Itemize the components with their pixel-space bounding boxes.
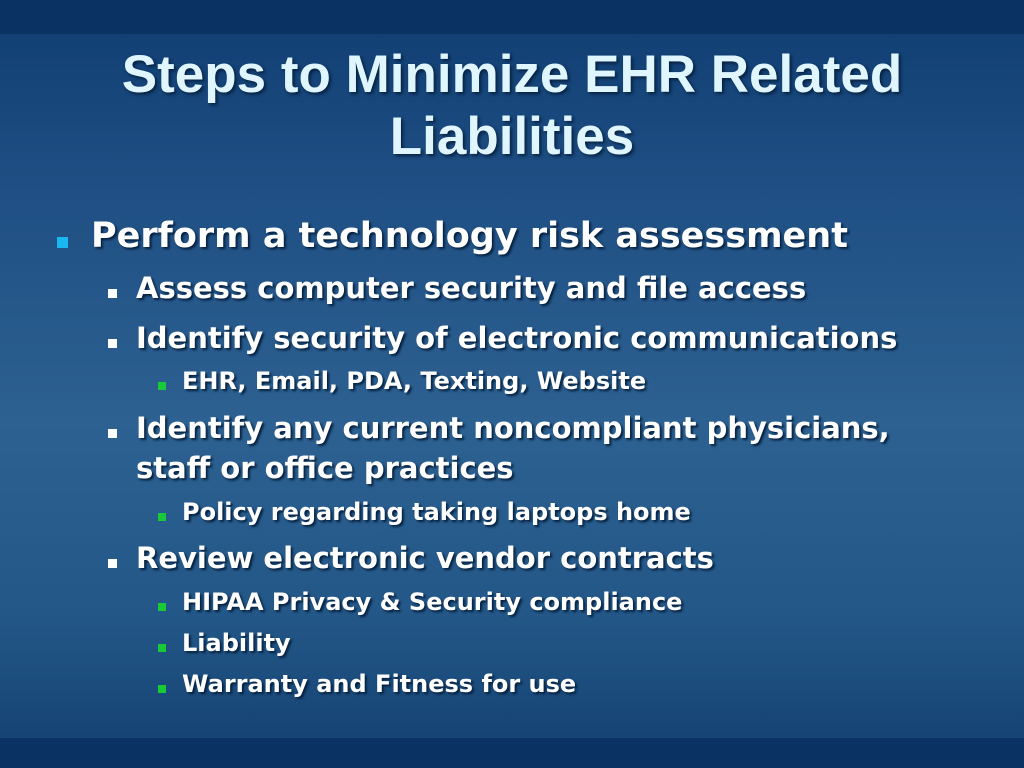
bullet-square-green-icon	[158, 644, 166, 652]
bullet-square-green-icon	[158, 382, 166, 390]
bullet-square-white-icon	[108, 289, 117, 298]
slide-title: Steps to Minimize EHR Related Liabilities	[121, 45, 903, 166]
bullet-item-noncompliant-line2: staff or office practices	[136, 451, 514, 485]
bullet-item-vendor-contracts: Review electronic vendor contracts	[136, 541, 714, 575]
bullet-item-warranty: Warranty and Fitness for use	[182, 670, 577, 698]
top-band	[0, 0, 1024, 34]
bullet-square-green-icon	[158, 513, 166, 521]
bullet-square-green-icon	[158, 685, 166, 693]
bullet-item-risk-assessment: Perform a technology risk assessment	[91, 216, 848, 256]
bullet-item-channels: EHR, Email, PDA, Texting, Website	[182, 367, 647, 395]
bullet-item-identify-communications: Identify security of electronic communications	[136, 321, 898, 355]
bullet-item-liability: Liability	[182, 629, 291, 657]
bullet-square-white-icon	[108, 429, 117, 438]
bullet-item-noncompliant-line1: Identify any current noncompliant physicians,	[136, 411, 890, 445]
bottom-band	[0, 738, 1024, 768]
bullet-square-green-icon	[158, 603, 166, 611]
bullet-square-blue-icon	[57, 237, 68, 248]
bullet-square-white-icon	[108, 339, 117, 348]
bullet-item-hipaa: HIPAA Privacy & Security compliance	[182, 588, 683, 616]
bullet-square-white-icon	[108, 559, 117, 568]
bullet-item-laptop-policy: Policy regarding taking laptops home	[182, 498, 691, 526]
bullet-item-assess-security: Assess computer security and file access	[136, 271, 807, 305]
